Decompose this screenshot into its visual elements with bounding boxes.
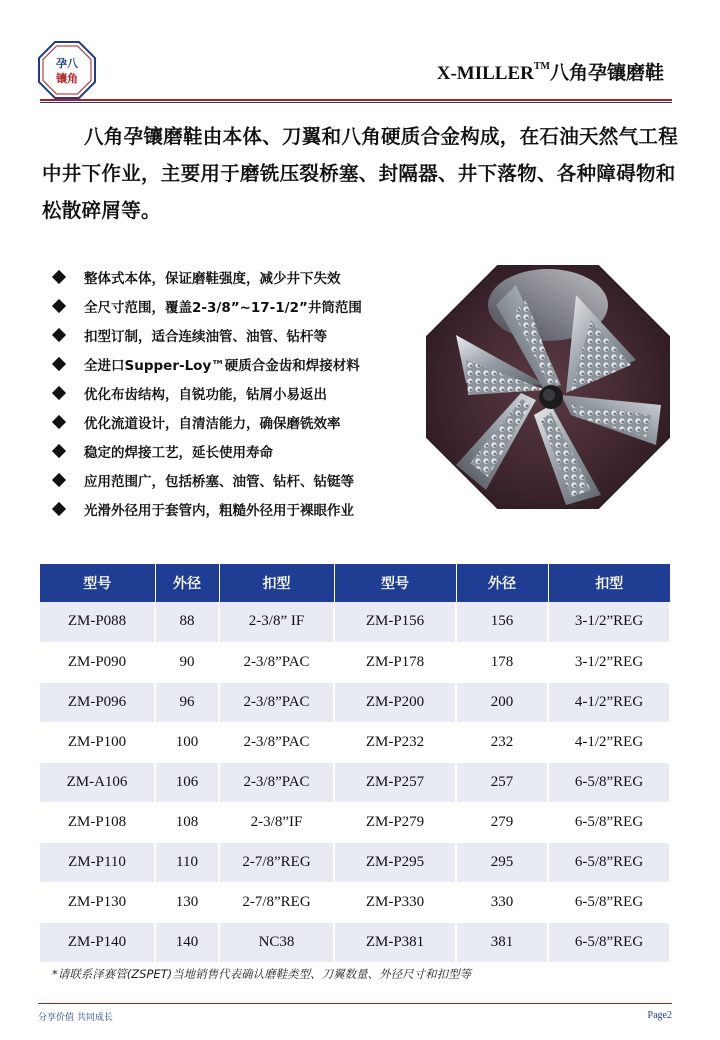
table-cell: 156 xyxy=(456,602,548,642)
table-cell: 178 xyxy=(456,642,548,682)
diamond-bullet-icon xyxy=(52,356,66,370)
diamond-bullet-icon xyxy=(52,443,66,457)
table-cell: 200 xyxy=(456,682,548,722)
table-cell: 2-3/8”PAC xyxy=(219,762,334,802)
table-cell: 90 xyxy=(155,642,219,682)
table-row xyxy=(40,602,670,642)
table-cell: ZM-P100 xyxy=(40,722,155,762)
table-cell: ZM-P178 xyxy=(334,642,456,682)
table-cell: ZM-P108 xyxy=(40,802,155,842)
table-cell: 100 xyxy=(155,722,219,762)
table-cell: 2-3/8”PAC xyxy=(219,642,334,682)
page-number: Page2 xyxy=(647,1010,672,1021)
feature-item: 稳定的焊接工艺，延长使用寿命 xyxy=(52,436,422,465)
diamond-bullet-icon xyxy=(52,269,66,283)
table-cell: 295 xyxy=(456,842,548,882)
table-cell: ZM-P279 xyxy=(334,802,456,842)
diamond-bullet-icon xyxy=(52,414,66,428)
column-header: 外径 xyxy=(456,564,548,602)
table-row xyxy=(40,682,670,722)
table-header-row xyxy=(40,564,670,602)
table-cell: 140 xyxy=(155,922,219,962)
table-cell: 96 xyxy=(155,682,219,722)
column-header: 扣型 xyxy=(548,564,670,602)
table-cell: 4-1/2”REG xyxy=(548,722,670,762)
table-row xyxy=(40,722,670,762)
table-row xyxy=(40,842,670,882)
table-cell: 110 xyxy=(155,842,219,882)
table-cell: 106 xyxy=(155,762,219,802)
table-cell: ZM-P200 xyxy=(334,682,456,722)
column-header: 型号 xyxy=(40,564,155,602)
header-divider-blue xyxy=(40,102,672,103)
table-cell: 330 xyxy=(456,882,548,922)
table-cell: 2-3/8”PAC xyxy=(219,722,334,762)
diamond-bullet-icon xyxy=(52,327,66,341)
footer-slogan: 分享价值 共同成长 xyxy=(38,1013,113,1023)
table-cell: ZM-P088 xyxy=(40,602,155,642)
product-photo xyxy=(426,265,670,509)
table-cell: 2-3/8”PAC xyxy=(219,682,334,722)
logo-line-2: 镶角 xyxy=(56,72,78,85)
table-cell: 6-5/8”REG xyxy=(548,762,670,802)
feature-item: 优化流道设计，自清洁能力，确保磨铣效率 xyxy=(52,407,422,436)
table-cell: 232 xyxy=(456,722,548,762)
diamond-bullet-icon xyxy=(52,472,66,486)
table-row xyxy=(40,882,670,922)
footnote: *请联系泽赛管(ZSPET)当地销售代表确认磨鞋类型、刀翼数量、外径尺寸和扣型等 xyxy=(52,967,472,981)
feature-list xyxy=(52,262,422,523)
feature-item: 应用范围广，包括桥塞、油管、钻杆、钻铤等 xyxy=(52,465,422,494)
table-cell: ZM-P130 xyxy=(40,882,155,922)
table-cell: ZM-P096 xyxy=(40,682,155,722)
table-cell: 3-1/2”REG xyxy=(548,642,670,682)
feature-item: 整体式本体，保证磨鞋强度，减少井下失效 xyxy=(52,262,422,291)
table-cell: ZM-P232 xyxy=(334,722,456,762)
table-cell: 381 xyxy=(456,922,548,962)
logo-line-1: 孕八 xyxy=(56,57,78,70)
column-header: 型号 xyxy=(334,564,456,602)
table-cell: ZM-P330 xyxy=(334,882,456,922)
table-row xyxy=(40,642,670,682)
table-row xyxy=(40,762,670,802)
diamond-bullet-icon xyxy=(52,298,66,312)
footer-divider xyxy=(38,1003,672,1004)
feature-item: 优化布齿结构，自锐功能，钻屑小易返出 xyxy=(52,378,422,407)
table-cell: ZM-A106 xyxy=(40,762,155,802)
table-cell: 6-5/8”REG xyxy=(548,882,670,922)
table-cell: ZM-P090 xyxy=(40,642,155,682)
table-cell: 130 xyxy=(155,882,219,922)
table-cell: 4-1/2”REG xyxy=(548,682,670,722)
table-cell: 3-1/2”REG xyxy=(548,602,670,642)
feature-item: 全进口Supper-Loy™硬质合金齿和焊接材料 xyxy=(52,349,422,378)
header-divider-red xyxy=(40,99,672,101)
trademark-mark: TM xyxy=(533,60,550,72)
table-row xyxy=(40,802,670,842)
diamond-bullet-icon xyxy=(52,501,66,515)
table-cell: ZM-P381 xyxy=(334,922,456,962)
diamond-bullet-icon xyxy=(52,385,66,399)
table-cell: ZM-P156 xyxy=(334,602,456,642)
table-cell: 2-3/8”IF xyxy=(219,802,334,842)
table-cell: NC38 xyxy=(219,922,334,962)
page-title xyxy=(437,58,664,85)
product-name: 八角孕镶磨鞋 xyxy=(549,63,664,84)
column-header: 外径 xyxy=(155,564,219,602)
intro-paragraph: 八角孕镶磨鞋由本体、刀翼和八角硬质合金构成，在石油天然气工程中井下作业，主要用于磨铣压裂桥塞、封隔器、井下落物、各种障碍物和松散碎屑等。 xyxy=(42,125,679,222)
table-cell: 257 xyxy=(456,762,548,802)
table-cell: 108 xyxy=(155,802,219,842)
table-cell: 279 xyxy=(456,802,548,842)
table-cell: 6-5/8”REG xyxy=(548,842,670,882)
brand-name: X-MILLER xyxy=(436,63,534,84)
feature-item: 全尺寸范围，覆盖2-3/8”~17-1/2”井筒范围 xyxy=(52,291,422,320)
feature-item: 光滑外径用于套管内，粗糙外径用于裸眼作业 xyxy=(52,494,422,523)
table-cell: 6-5/8”REG xyxy=(548,922,670,962)
column-header: 扣型 xyxy=(219,564,334,602)
company-logo-icon xyxy=(38,41,96,99)
spec-table xyxy=(40,564,671,963)
table-cell: ZM-P140 xyxy=(40,922,155,962)
table-cell: ZM-P295 xyxy=(334,842,456,882)
table-cell: 88 xyxy=(155,602,219,642)
table-cell: 2-3/8” IF xyxy=(219,602,334,642)
table-cell: 2-7/8”REG xyxy=(219,842,334,882)
feature-item: 扣型订制，适合连续油管、油管、钻杆等 xyxy=(52,320,422,349)
table-cell: 2-7/8”REG xyxy=(219,882,334,922)
table-cell: ZM-P257 xyxy=(334,762,456,802)
table-cell: 6-5/8”REG xyxy=(548,802,670,842)
table-cell: ZM-P110 xyxy=(40,842,155,882)
table-row xyxy=(40,922,670,962)
